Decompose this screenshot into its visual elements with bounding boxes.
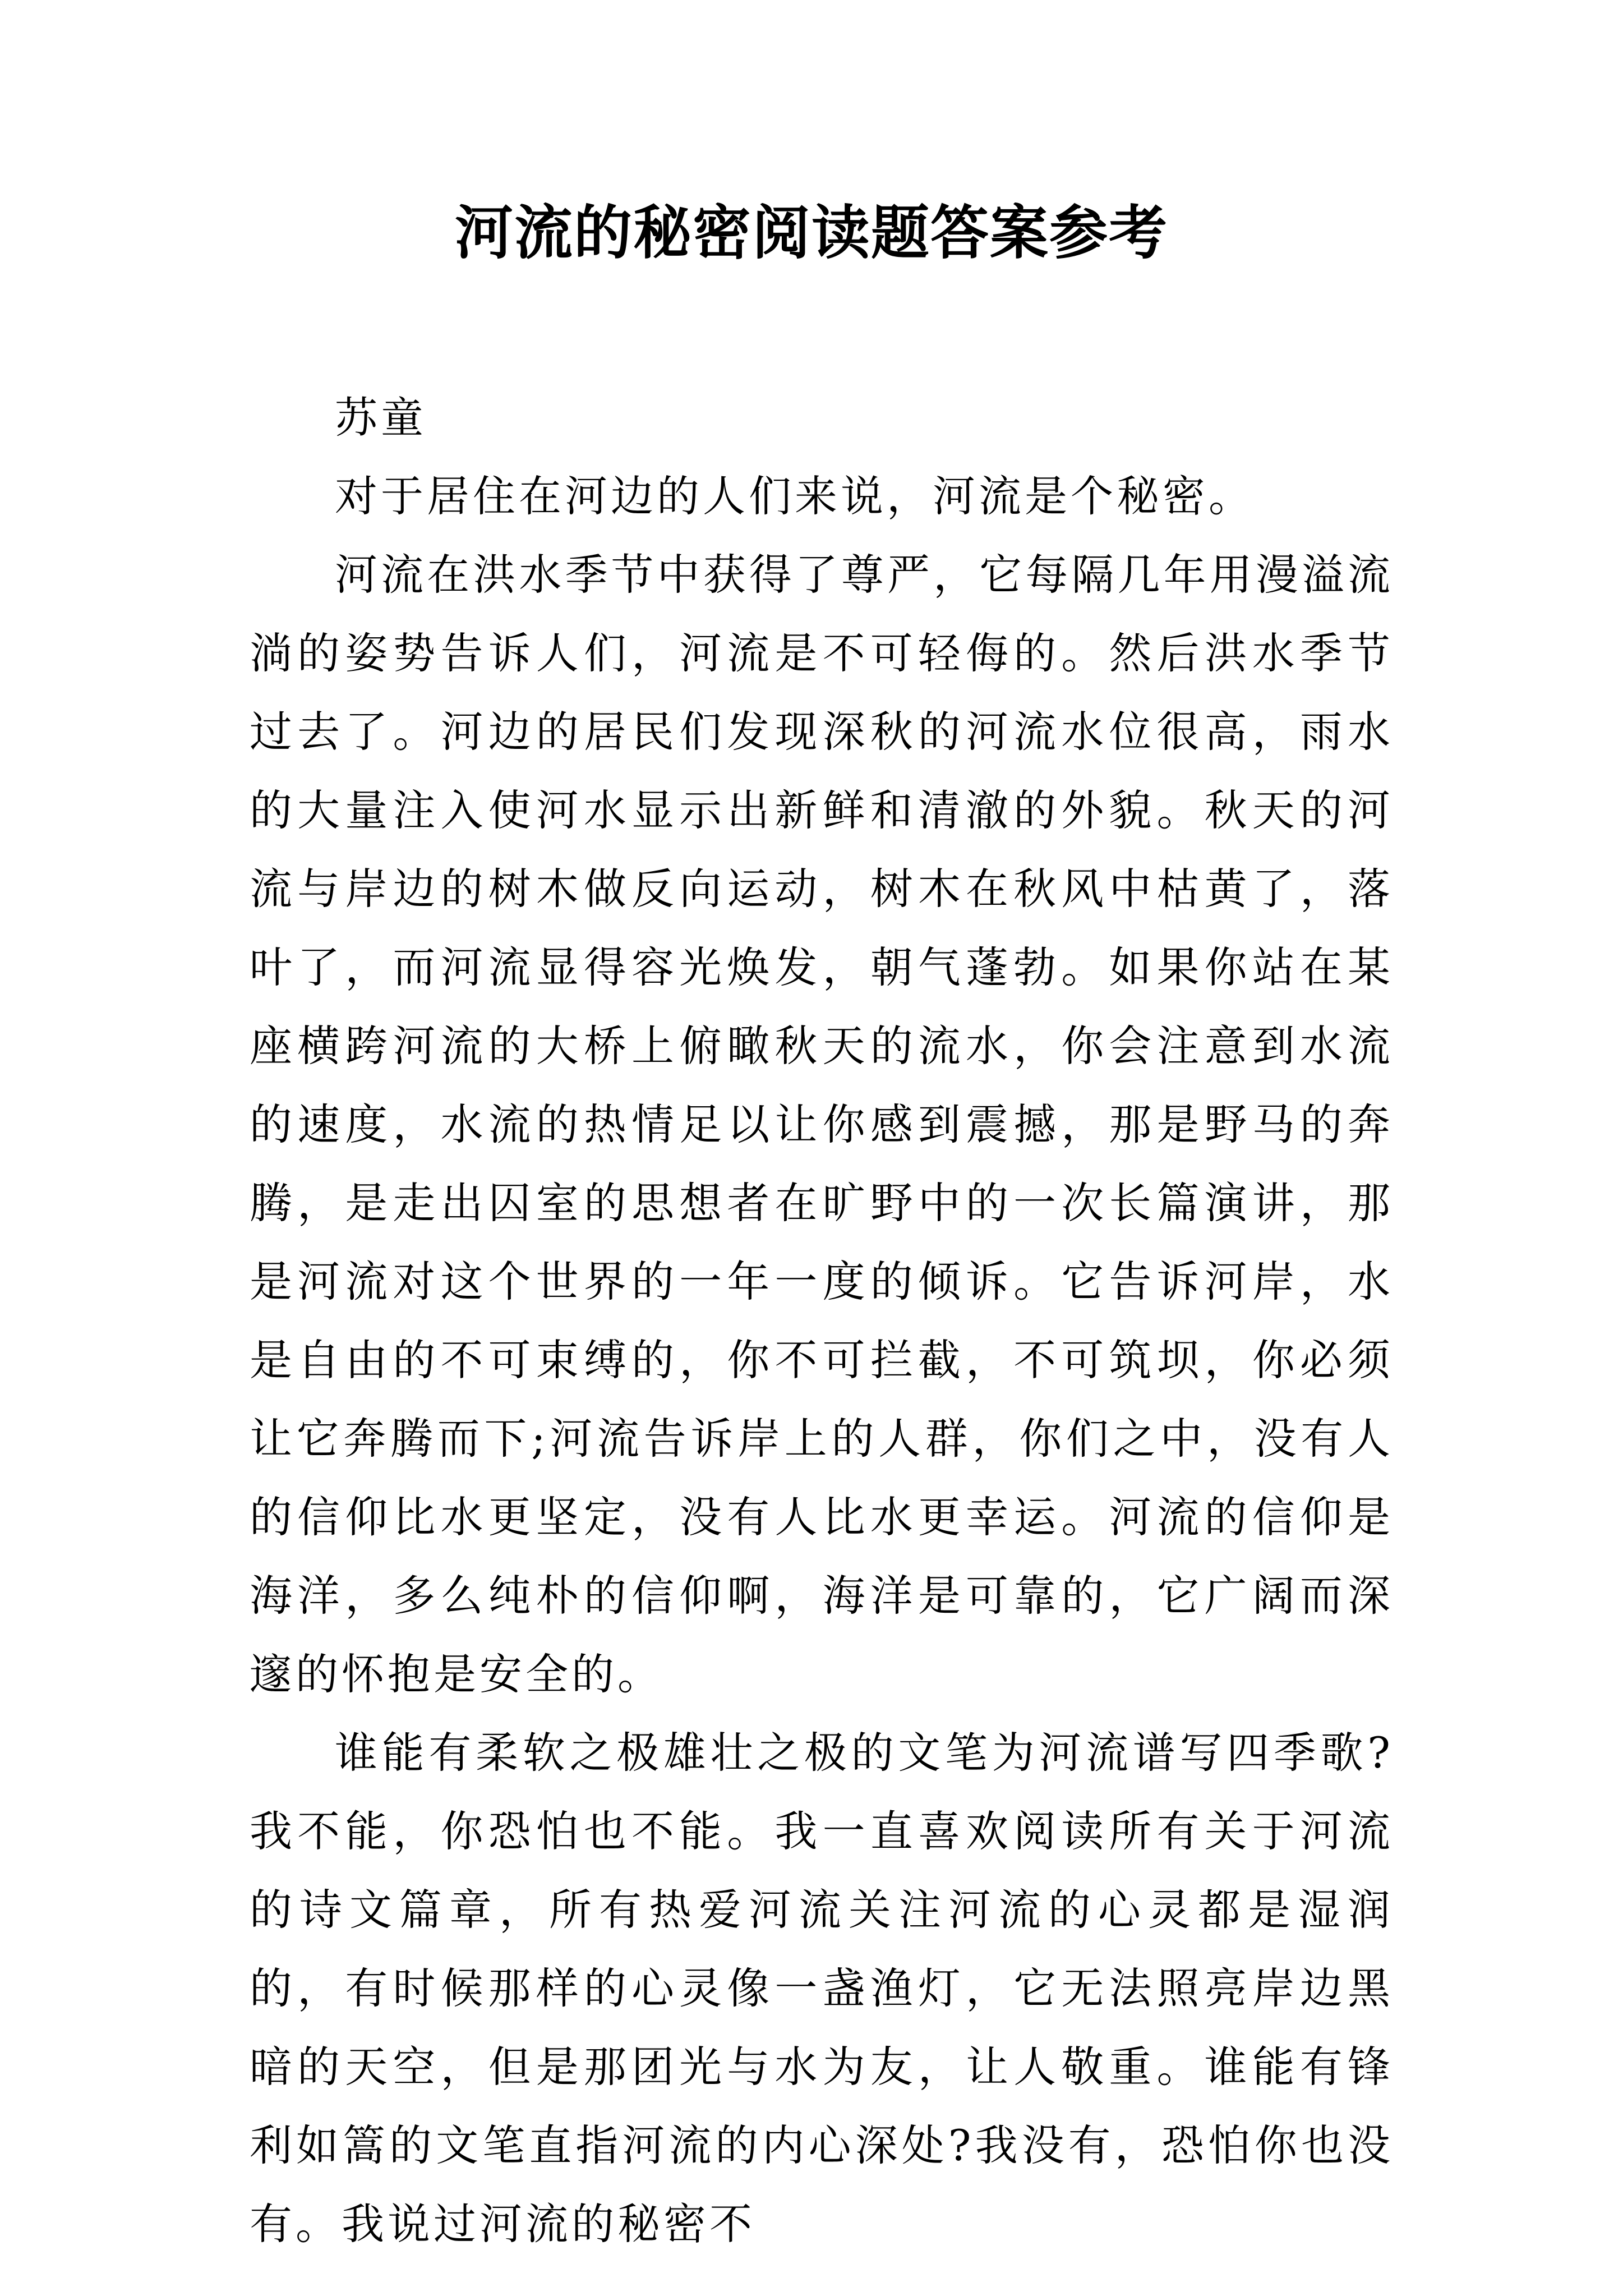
paragraph-1: 对于居住在河边的人们来说，河流是个秘密。	[335, 471, 1255, 521]
document-title: 河流的秘密阅读题答案参考	[454, 198, 1168, 267]
author-name: 苏童	[335, 393, 427, 443]
author-line	[250, 379, 1394, 457]
paragraph-3: 谁能有柔软之极雄壮之极的文笔为河流谱写四季歌?我不能，你恐怕也不能。我一直喜欢阅读所有关于河流的诗文篇章，所有热爱河流关注河流的心灵都是湿润的，有时候那样的心灵像一盏渔灯，它无法照亮岸边黑暗的天空，但是那团光与水为友，让人敬重。谁能有锋利如篙的文笔直指河流的内心深处?我没有，恐怕你也没有。我说过河流的秘密不	[250, 1728, 1394, 2249]
paragraph-2: 河流在洪水季节中获得了尊严，它每隔几年用漫溢流淌的姿势告诉人们，河流是不可轻侮的。然后洪水季节过去了。河边的居民们发现深秋的河流水位很高，雨水的大量注入使河水显示出新鲜和清澈的外貌。秋天的河流与岸边的树木做反向运动，树木在秋风中枯黄了，落叶了，而河流显得容光焕发，朝气蓬勃。如果你站在某座横跨河流的大桥上俯瞰秋天的流水，你会注意到水流的速度，水流的热情足以让你感到震撼，那是野马的奔腾，是走出囚室的思想者在旷野中的一次长篇演讲，那是河流对这个世界的一年一度的倾诉。它告诉河岸，水是自由的不可束缚的，你不可拦截，不可筑坝，你必须让它奔腾而下;河流告诉岸上的人群，你们之中，没有人的信仰比水更坚定，没有人比水更幸运。河流的信仰是海洋，多么纯朴的信仰啊，海洋是可靠的，它广阔而深邃的怀抱是安全的。	[250, 550, 1394, 1699]
document-body	[250, 379, 1394, 2263]
